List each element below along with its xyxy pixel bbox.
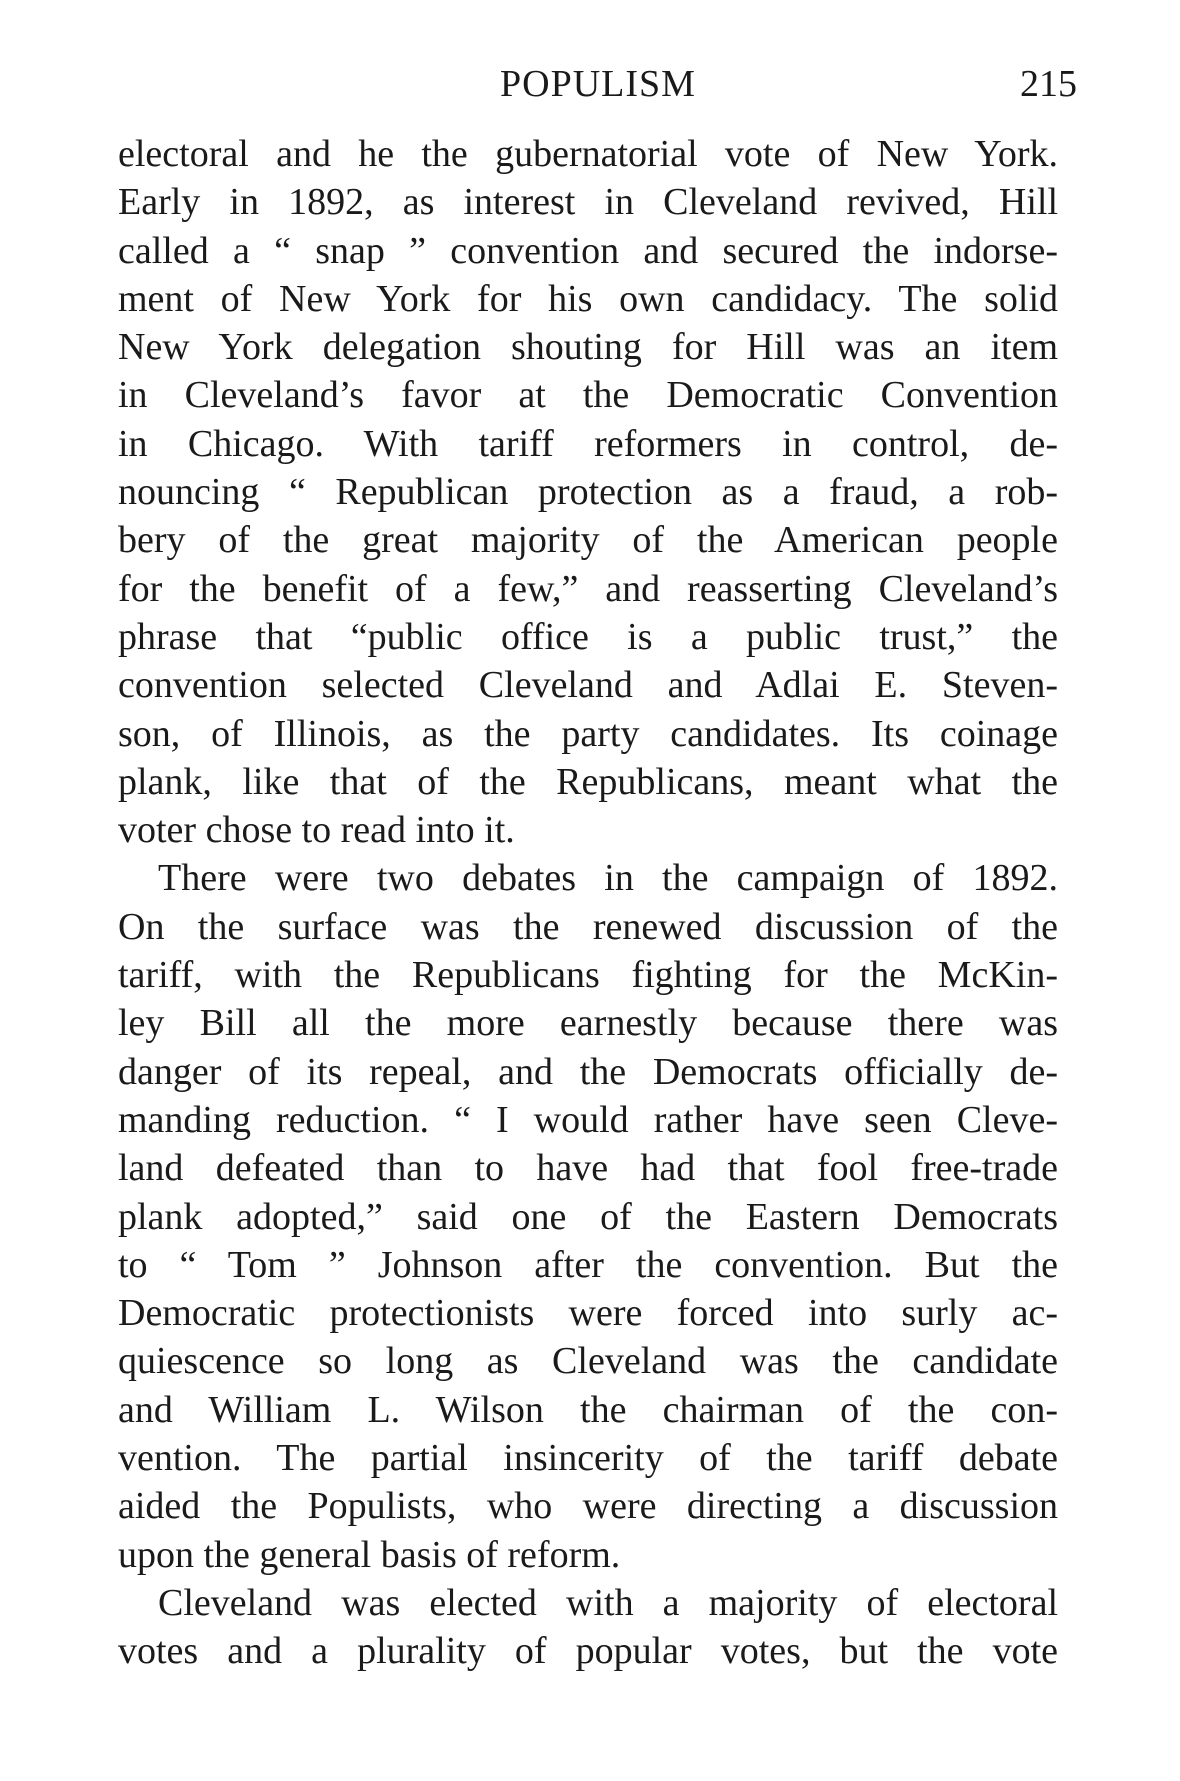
text-line: There were two debates in the campaign of 1892. <box>158 857 1058 900</box>
text-line: voter chose to read into it. <box>118 809 515 852</box>
text-line: electoral and he the gubernatorial vote of New York. <box>118 133 1058 175</box>
paragraph <box>118 1579 1058 1676</box>
text-line: plank, like that of the Republicans, meant what the <box>118 760 1058 803</box>
text-line: bery of the great majority of the American people <box>118 519 1058 562</box>
running-title: POPULISM <box>500 63 696 105</box>
text-line: votes and a plurality of popular votes, but the vote <box>118 1630 1058 1673</box>
text-line: Early in 1892, as interest in Cleveland revived, Hill <box>118 181 1058 224</box>
text-line: plank adopted,” said one of the Eastern Democrats <box>118 1195 1058 1238</box>
text-line: On the surface was the renewed discussion of the <box>118 905 1058 948</box>
text-line: danger of its repeal, and the Democrats officially de- <box>118 1050 1058 1093</box>
text-line: Cleveland was elected with a majority of electoral <box>158 1581 1058 1624</box>
text-line: Democratic protectionists were forced into surly ac- <box>118 1292 1058 1335</box>
text-line: quiescence so long as Cleveland was the candidate <box>118 1340 1058 1383</box>
text-line: and William L. Wilson the chairman of the con- <box>118 1388 1058 1431</box>
text-line: upon the general basis of reform. <box>118 1533 621 1576</box>
text-line: New York delegation shouting for Hill was an item <box>118 326 1058 369</box>
text-line: nouncing “ Republican protection as a fraud, a rob- <box>118 471 1058 514</box>
text-line: son, of Illinois, as the party candidates. Its coinage <box>118 712 1058 755</box>
body-text <box>118 130 1058 1676</box>
text-line: phrase that “public office is a public trust,” the <box>118 615 1058 658</box>
page-number: 215 <box>1020 63 1077 105</box>
text-line: aided the Populists, who were directing a discussion <box>118 1485 1058 1528</box>
running-head <box>0 62 1180 112</box>
text-line: land defeated than to have had that fool free-trade <box>118 1147 1058 1190</box>
text-line: manding reduction. “ I would rather have seen Cleve- <box>118 1098 1058 1141</box>
paragraph <box>118 854 1058 1578</box>
paragraph <box>118 130 1058 854</box>
text-line: to “ Tom ” Johnson after the convention. But the <box>118 1243 1058 1286</box>
text-line: ment of New York for his own candidacy. The solid <box>118 277 1058 320</box>
text-line: vention. The partial insincerity of the tariff debate <box>118 1437 1058 1480</box>
text-line: called a “ snap ” convention and secured the indorse- <box>118 229 1058 272</box>
text-line: tariff, with the Republicans fighting for the McKin- <box>118 954 1058 997</box>
text-line: in Cleveland’s favor at the Democratic Convention <box>118 374 1058 417</box>
text-line: ley Bill all the more earnestly because there was <box>118 1002 1058 1045</box>
text-line: in Chicago. With tariff reformers in control, de- <box>118 422 1058 465</box>
text-line: for the benefit of a few,” and reasserting Cleveland’s <box>118 567 1058 610</box>
text-line: convention selected Cleveland and Adlai E. Steven- <box>118 664 1058 707</box>
